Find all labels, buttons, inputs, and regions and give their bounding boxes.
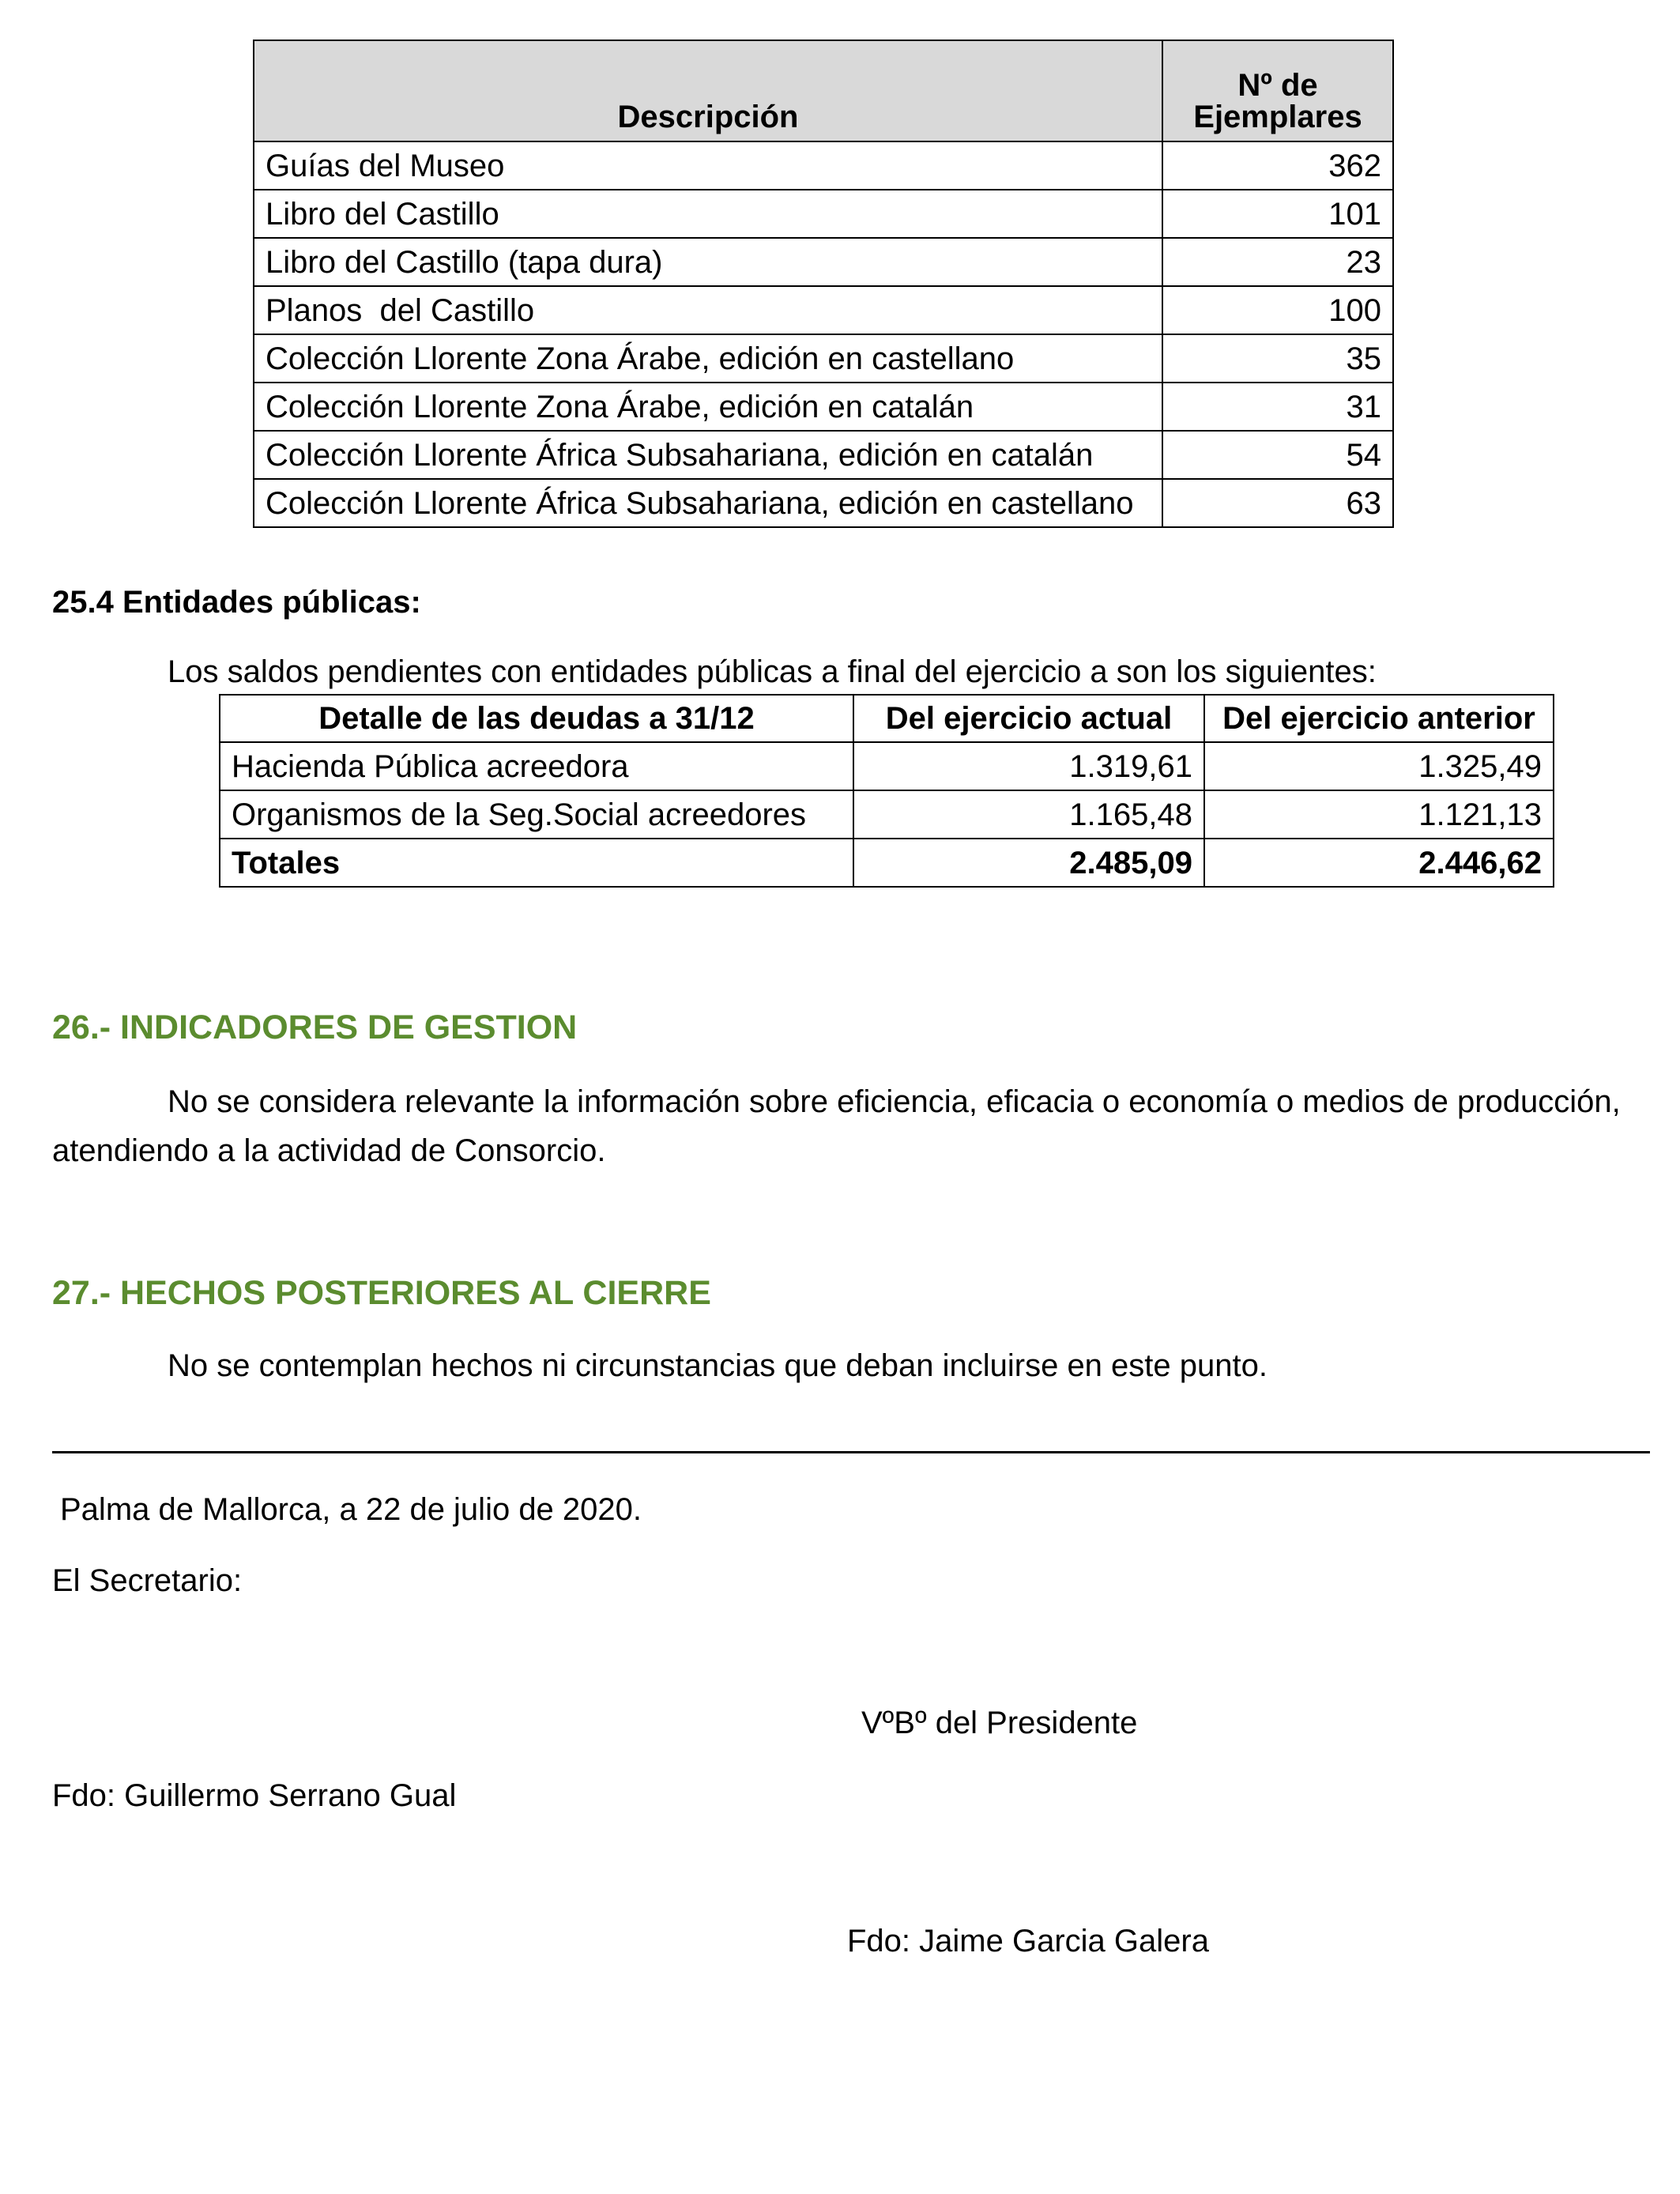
secretary-name: Fdo: Guillermo Serrano Gual	[52, 1778, 457, 1813]
row-description: Colección Llorente Zona Árabe, edición en castellano	[254, 334, 1162, 383]
row-count: 54	[1162, 431, 1393, 479]
row-count: 362	[1162, 141, 1393, 190]
president-name: Fdo: Jaime Garcia Galera	[847, 1924, 1209, 1958]
table-row	[254, 141, 1393, 190]
place-date: Palma de Mallorca, a 22 de julio de 2020.	[60, 1492, 642, 1527]
table-row	[220, 790, 1554, 839]
section-25-4-heading: 25.4 Entidades públicas:	[52, 585, 421, 620]
row-count: 23	[1162, 238, 1393, 286]
table-row	[254, 431, 1393, 479]
section-27-heading: 27.- HECHOS POSTERIORES AL CIERRE	[52, 1274, 711, 1312]
row-detail: Organismos de la Seg.Social acreedores	[220, 790, 853, 839]
row-description: Planos del Castillo	[254, 286, 1162, 334]
table-row	[254, 190, 1393, 238]
section-26-heading: 26.- INDICADORES DE GESTION	[52, 1008, 578, 1046]
table-row	[254, 479, 1393, 527]
table-header-row	[220, 695, 1554, 742]
section-26-line2: atendiendo a la actividad de Consorcio.	[52, 1133, 606, 1168]
table-row	[254, 286, 1393, 334]
row-previous: 1.325,49	[1204, 742, 1554, 790]
row-count: 63	[1162, 479, 1393, 527]
total-previous: 2.446,62	[1204, 839, 1554, 887]
row-count: 35	[1162, 334, 1393, 383]
table-row	[254, 383, 1393, 431]
previous-header: Del ejercicio anterior	[1204, 695, 1554, 742]
president-label: VºBº del Presidente	[861, 1706, 1138, 1740]
row-description: Guías del Museo	[254, 141, 1162, 190]
section-25-4-intro: Los saldos pendientes con entidades públicas a final del ejercicio a son los siguientes:	[168, 654, 1377, 689]
table-row	[220, 742, 1554, 790]
row-previous: 1.121,13	[1204, 790, 1554, 839]
secretary-label: El Secretario:	[52, 1563, 243, 1598]
total-label: Totales	[220, 839, 853, 887]
detail-header: Detalle de las deudas a 31/12	[220, 695, 853, 742]
count-header	[1162, 40, 1393, 141]
row-current: 1.319,61	[853, 742, 1204, 790]
total-current: 2.485,09	[853, 839, 1204, 887]
row-count: 100	[1162, 286, 1393, 334]
count-header-line1: Nº de	[1237, 68, 1318, 103]
current-header: Del ejercicio actual	[853, 695, 1204, 742]
row-description: Colección Llorente Zona Árabe, edición en catalán	[254, 383, 1162, 431]
table-row	[254, 334, 1393, 383]
row-detail: Hacienda Pública acreedora	[220, 742, 853, 790]
section-26-line1: No se considera relevante la información sobre eficiencia, eficacia o economía o medios de producción,	[168, 1084, 1621, 1119]
count-header-line2: Ejemplares	[1193, 100, 1362, 134]
row-description: Colección Llorente África Subsahariana, edición en catalán	[254, 431, 1162, 479]
row-description: Libro del Castillo	[254, 190, 1162, 238]
row-count: 31	[1162, 383, 1393, 431]
table-header-row	[254, 40, 1393, 141]
separator-line	[52, 1451, 1650, 1453]
row-description: Libro del Castillo (tapa dura)	[254, 238, 1162, 286]
table-row	[254, 238, 1393, 286]
description-header: Descripción	[254, 40, 1162, 141]
section-27-text: No se contemplan hechos ni circunstancias que deban incluirse en este punto.	[168, 1348, 1268, 1383]
totals-row	[220, 839, 1554, 887]
publications-table	[253, 40, 1394, 528]
row-count: 101	[1162, 190, 1393, 238]
public-debts-table	[219, 694, 1554, 888]
row-description: Colección Llorente África Subsahariana, edición en castellano	[254, 479, 1162, 527]
row-current: 1.165,48	[853, 790, 1204, 839]
